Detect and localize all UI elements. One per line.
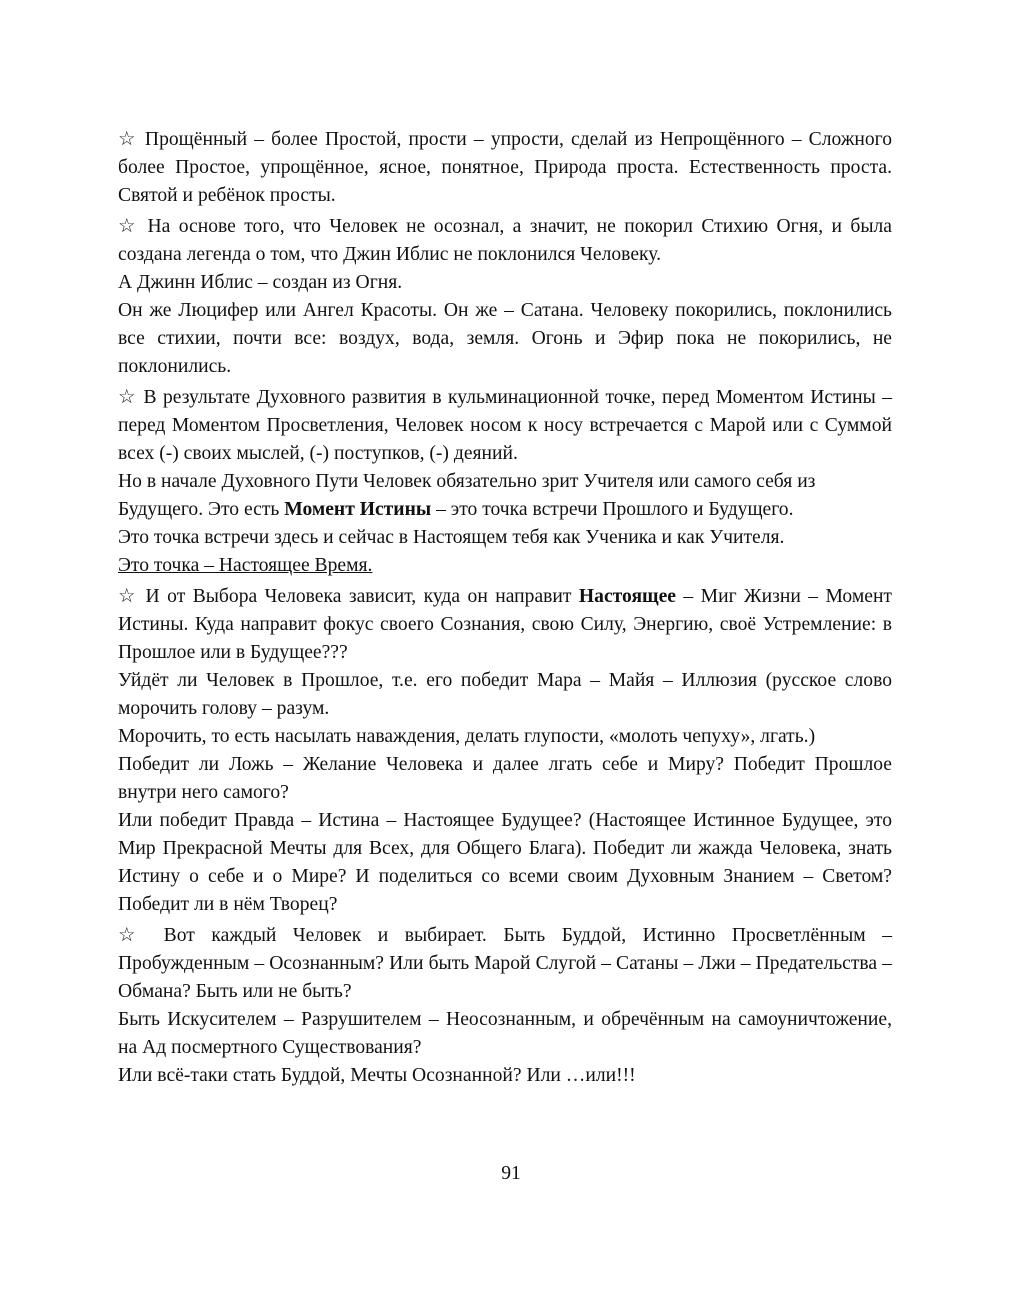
paragraph-7-text-before: Будущего. Это есть (118, 499, 285, 520)
paragraph-14: Или победит Правда – Истина – Настоящее Будущее? (Настоящее Истинное Будущее, это Мир Прекрасной Мечты для Всех, для Общего Блага). Победит ли жажда Человека, знать Истину о себе и о Мире? И поделиться со всеми своим Духовным Знанием – Светом? Победит ли в нём Творец? (118, 810, 892, 915)
paragraph-10-text-after: – Миг Жизни – Момент Истины. Куда направит фокус своего Сознания, свою Силу, Энергию, своё Устремление: в Прошлое или в Будущее??? (118, 586, 892, 663)
paragraph-7-text-after: – это точка встречи Прошлого и Будущего. (431, 499, 794, 520)
document-body (118, 126, 892, 1090)
paragraph-10-bold-term: Настоящее (578, 586, 676, 607)
paragraph-17: Или всё-таки стать Буддой, Мечты Осознанной? Или …или!!! (118, 1065, 636, 1086)
paragraph-8: Это точка встречи здесь и сейчас в Настоящем тебя как Ученика и как Учителя. (118, 527, 785, 548)
paragraph-12: Морочить, то есть насылать наваждения, делать глупости, «молоть чепуху», лгать.) (118, 726, 816, 747)
paragraph-9 (118, 552, 892, 580)
paragraph-11: Уйдёт ли Человек в Прошлое, т.е. его победит Мара – Майя – Иллюзия (русское слово морочить голову – разум. (118, 670, 892, 719)
paragraph-6: Но в начале Духовного Пути Человек обязательно зрит Учителя или самого себя из (118, 471, 816, 492)
paragraph-13: Победит ли Ложь – Желание Человека и далее лгать себе и Миру? Победит Прошлое внутри него самого? (118, 754, 892, 803)
paragraph-5: ☆ В результате Духовного развития в кульминационной точке, перед Моментом Истины – перед Моментом Просветления, Человек носом к носу встречается с Марой или с Суммой всех (-) своих мыслей, (-) поступков, (-) деяний. (118, 387, 892, 464)
paragraph-4: Он же Люцифер или Ангел Красоты. Он же – Сатана. Человеку покорились, поклонились все стихии, почти все: воздух, вода, земля. Огонь и Эфир пока не покорились, не поклонились. (118, 300, 892, 377)
paragraph-7 (118, 496, 892, 524)
paragraph-1: ☆ Прощённый – более Простой, прости – упрости, сделай из Непрощённого – Сложного более Простое, упрощённое, ясное, понятное, Природа проста. Естественность проста. Святой и ребёнок просты. (118, 129, 892, 206)
paragraph-7-bold-term: Момент Истины (284, 499, 432, 520)
paragraph-3: А Джинн Иблис – создан из Огня. (118, 272, 403, 293)
paragraph-10-text-before: ☆ И от Выбора Человека зависит, куда он направит (118, 586, 579, 607)
paragraph-16: Быть Искусителем – Разрушителем – Неосознанным, и обречённым на самоуничтожение, на Ад посмертного Существования? (118, 1009, 892, 1058)
underlined-statement: Это точка – Настоящее Время. (118, 555, 373, 576)
page-number: 91 (501, 1163, 521, 1184)
paragraph-15: ☆ Вот каждый Человек и выбирает. Быть Буддой, Истинно Просветлённым – Пробужденным – Осознанным? Или быть Марой Слугой – Сатаны – Лжи – Предательства – Обмана? Быть или не быть? (118, 925, 892, 1002)
paragraph-10 (118, 583, 892, 667)
paragraph-2: ☆ На основе того, что Человек не осознал, а значит, не покорил Стихию Огня, и была создана легенда о том, что Джин Иблис не поклонился Человеку. (118, 216, 892, 265)
